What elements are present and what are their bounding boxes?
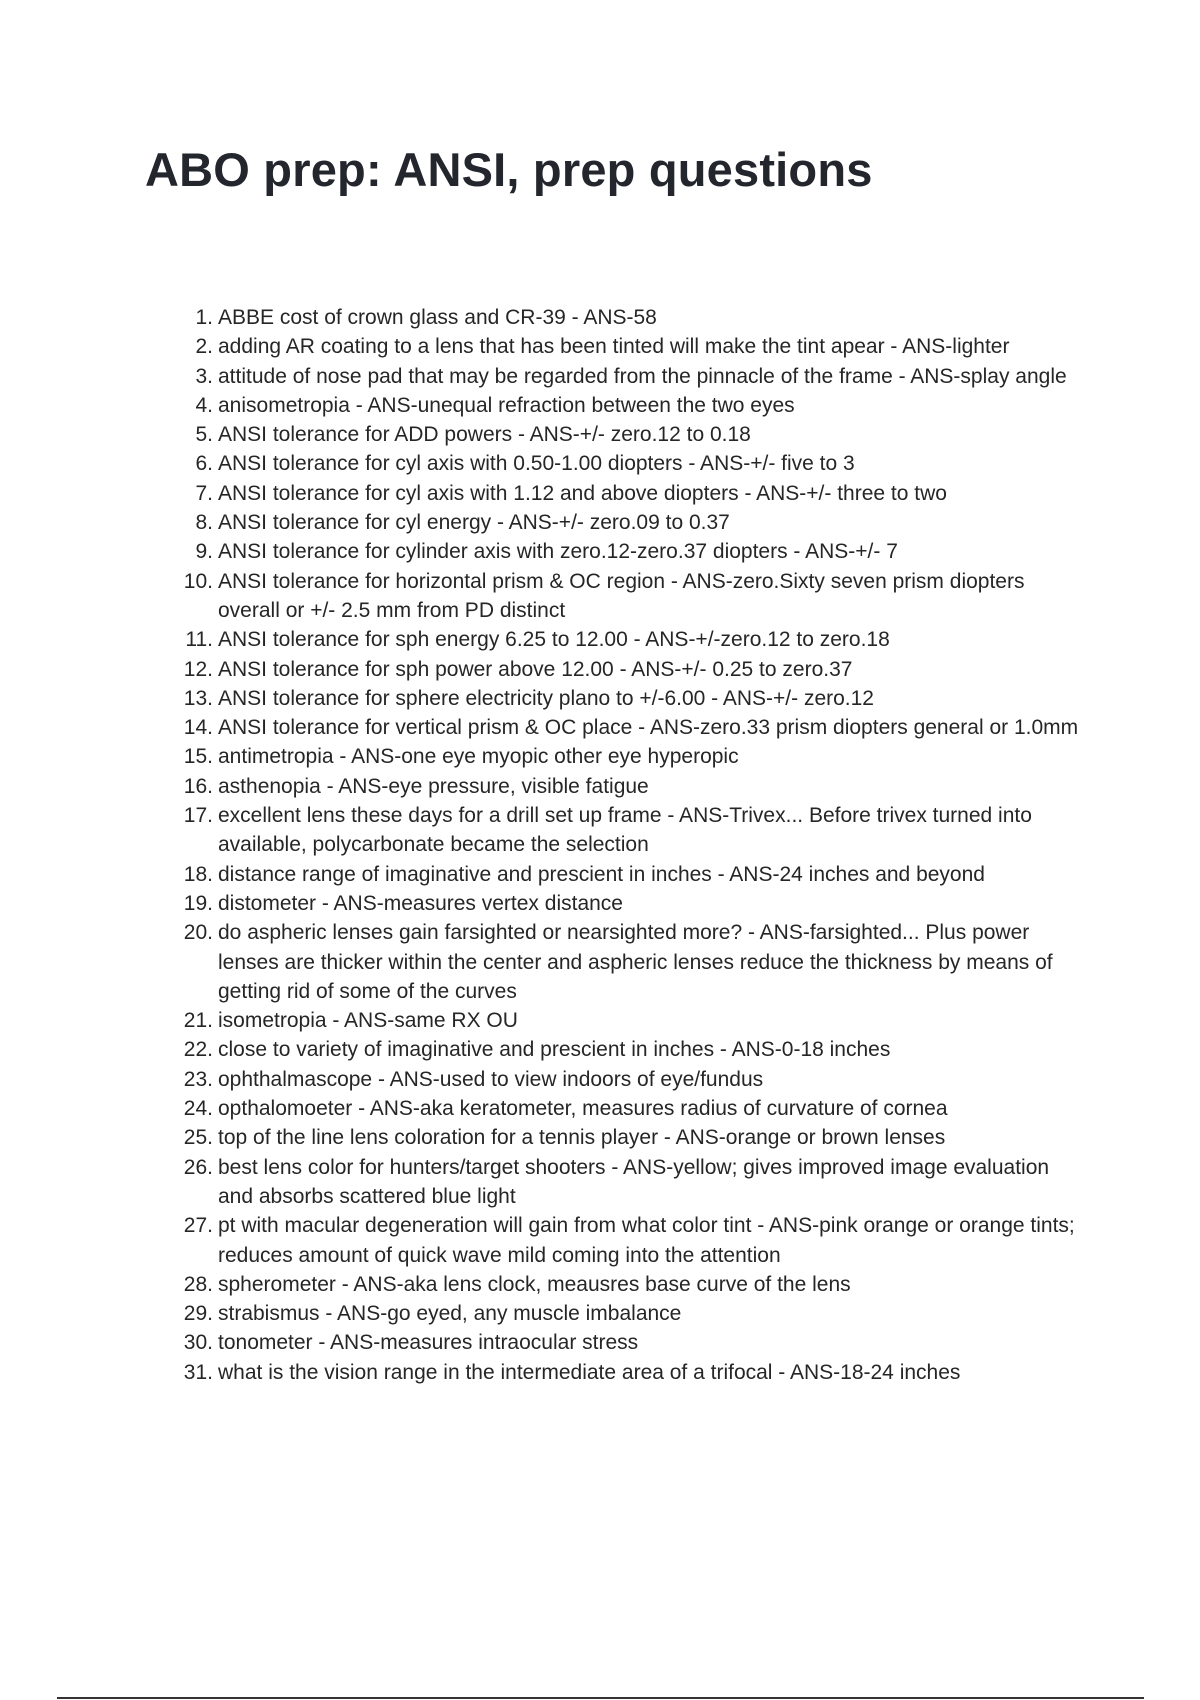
list-item [183, 742, 1088, 771]
list-item-text: asthenopia - ANS-eye pressure, visible fatigue [218, 774, 649, 798]
list-item [183, 420, 1088, 449]
list-item [183, 1299, 1088, 1328]
list-item [183, 1153, 1088, 1212]
list-item-number: 8. [195, 511, 213, 535]
list-item-text: ANSI tolerance for ADD powers - ANS-+/- zero.12 to 0.18 [218, 423, 751, 447]
list-item-number: 7. [195, 481, 213, 505]
list-item-text: ANSI tolerance for cylinder axis with zero.12-zero.37 diopters - ANS-+/- 7 [218, 540, 898, 564]
list-item [183, 1006, 1088, 1035]
list-item-number: 1. [195, 306, 213, 329]
question-list [183, 303, 1088, 1387]
list-item-text: ANSI tolerance for sph energy 6.25 to 12.00 - ANS-+/-zero.12 to zero.18 [218, 628, 890, 652]
list-item-number: 26. [183, 1155, 213, 1179]
list-item-text: ABBE cost of crown glass and CR-39 - ANS-58 [218, 306, 657, 329]
list-item-number: 29. [183, 1302, 213, 1326]
list-item-number: 21. [183, 1009, 213, 1033]
list-item-number: 6. [195, 452, 213, 476]
list-item [183, 391, 1088, 420]
list-item-text: ANSI tolerance for cyl axis with 0.50-1.00 diopters - ANS-+/- five to 3 [218, 452, 855, 476]
list-item [183, 1328, 1088, 1357]
list-item [183, 332, 1088, 361]
list-item [183, 303, 1088, 332]
list-item-text: do aspheric lenses gain farsighted or nearsighted more? - ANS-farsighted... Plus power lenses are thicker within the center and aspheric lenses reduce the thickness by means of getting rid of some of the curves [218, 921, 1053, 1003]
list-item-text: best lens color for hunters/target shooters - ANS-yellow; gives improved image evaluation and absorbs scattered blue light [218, 1155, 1050, 1208]
list-item-text: distometer - ANS-measures vertex distance [218, 891, 623, 915]
footer-divider [57, 1697, 1144, 1699]
list-item [183, 684, 1088, 713]
list-item-number: 25. [183, 1126, 213, 1150]
list-item [183, 860, 1088, 889]
list-item-text: top of the line lens coloration for a tennis player - ANS-orange or brown lenses [218, 1126, 946, 1150]
list-item-text: ophthalmascope - ANS-used to view indoors of eye/fundus [218, 1067, 764, 1091]
list-item [183, 537, 1088, 566]
list-item-text: ANSI tolerance for sph power above 12.00 - ANS-+/- 0.25 to zero.37 [218, 657, 853, 681]
list-item-number: 20. [183, 921, 213, 945]
list-item-text: excellent lens these days for a drill set up frame - ANS-Trivex... Before trivex turned into available, polycarbonate became the selection [218, 804, 1032, 857]
list-item [183, 362, 1088, 391]
page-title: ABO prep: ANSI, prep questions [145, 143, 873, 196]
list-item [183, 889, 1088, 918]
list-item [183, 479, 1088, 508]
list-item [183, 713, 1088, 742]
list-item-text: antimetropia - ANS-one eye myopic other eye hyperopic [218, 745, 739, 769]
list-item [183, 918, 1088, 1006]
list-item-number: 15. [183, 745, 213, 769]
list-item-text: distance range of imaginative and prescient in inches - ANS-24 inches and beyond [218, 862, 985, 886]
list-item-text: ANSI tolerance for vertical prism & OC place - ANS-zero.33 prism diopters general or 1.0mm [218, 716, 1079, 740]
list-item-number: 16. [183, 774, 213, 798]
list-item [183, 1065, 1088, 1094]
list-item-number: 22. [183, 1038, 213, 1062]
list-item-number: 2. [195, 335, 213, 359]
list-item-text: opthalomoeter - ANS-aka keratometer, measures radius of curvature of cornea [218, 1097, 948, 1121]
list-item-number: 28. [183, 1272, 213, 1296]
list-item [183, 625, 1088, 654]
list-item-number: 18. [183, 862, 213, 886]
list-item-text: ANSI tolerance for cyl axis with 1.12 and above diopters - ANS-+/- three to two [218, 481, 947, 505]
list-item-number: 12. [183, 657, 213, 681]
list-item-number: 10. [183, 569, 213, 593]
list-item-text: spherometer - ANS-aka lens clock, meausres base curve of the lens [218, 1272, 851, 1296]
list-item-text: adding AR coating to a lens that has been tinted will make the tint apear - ANS-lighter [218, 335, 1010, 359]
list-item-number: 3. [195, 364, 213, 388]
list-item-number: 5. [195, 423, 213, 447]
list-item [183, 1035, 1088, 1064]
list-item-number: 31. [183, 1360, 213, 1384]
list-item-number: 17. [183, 804, 213, 828]
list-item-text: ANSI tolerance for horizontal prism & OC region - ANS-zero.Sixty seven prism diopters overall or +/- 2.5 mm from PD distinct [218, 569, 1025, 622]
list-item-text: strabismus - ANS-go eyed, any muscle imbalance [218, 1302, 682, 1326]
list-item-text: attitude of nose pad that may be regarded from the pinnacle of the frame - ANS-splay angle [218, 364, 1067, 388]
list-item-text: ANSI tolerance for sphere electricity plano to +/-6.00 - ANS-+/- zero.12 [218, 686, 874, 710]
list-item-number: 19. [183, 891, 213, 915]
list-item [183, 1358, 1088, 1387]
list-item [183, 1123, 1088, 1152]
list-item [183, 1270, 1088, 1299]
list-item-text: what is the vision range in the intermediate area of a trifocal - ANS-18-24 inches [218, 1360, 961, 1384]
list-item-text: anisometropia - ANS-unequal refraction between the two eyes [218, 393, 795, 417]
list-item-number: 23. [183, 1067, 213, 1091]
list-item [183, 508, 1088, 537]
list-item-text: close to variety of imaginative and prescient in inches - ANS-0-18 inches [218, 1038, 891, 1062]
list-item [183, 449, 1088, 478]
list-item-number: 30. [183, 1331, 213, 1355]
list-item [183, 1211, 1088, 1270]
list-item [183, 1094, 1088, 1123]
list-item-text: ANSI tolerance for cyl energy - ANS-+/- zero.09 to 0.37 [218, 511, 730, 535]
list-item-text: isometropia - ANS-same RX OU [218, 1009, 518, 1033]
list-item-number: 9. [195, 540, 213, 564]
list-item-number: 13. [183, 686, 213, 710]
list-item-number: 4. [195, 393, 213, 417]
list-item [183, 801, 1088, 860]
list-item-text: tonometer - ANS-measures intraocular stress [218, 1331, 639, 1355]
list-item-text: pt with macular degeneration will gain from what color tint - ANS-pink orange or orange tints; reduces amount of quick wave mild coming into the attention [218, 1214, 1075, 1267]
list-item [183, 655, 1088, 684]
list-item [183, 772, 1088, 801]
list-item [183, 567, 1088, 626]
list-item-number: 14. [183, 716, 213, 740]
list-item-number: 11. [185, 628, 213, 652]
list-item-number: 24. [183, 1097, 213, 1121]
list-item-number: 27. [183, 1214, 213, 1238]
